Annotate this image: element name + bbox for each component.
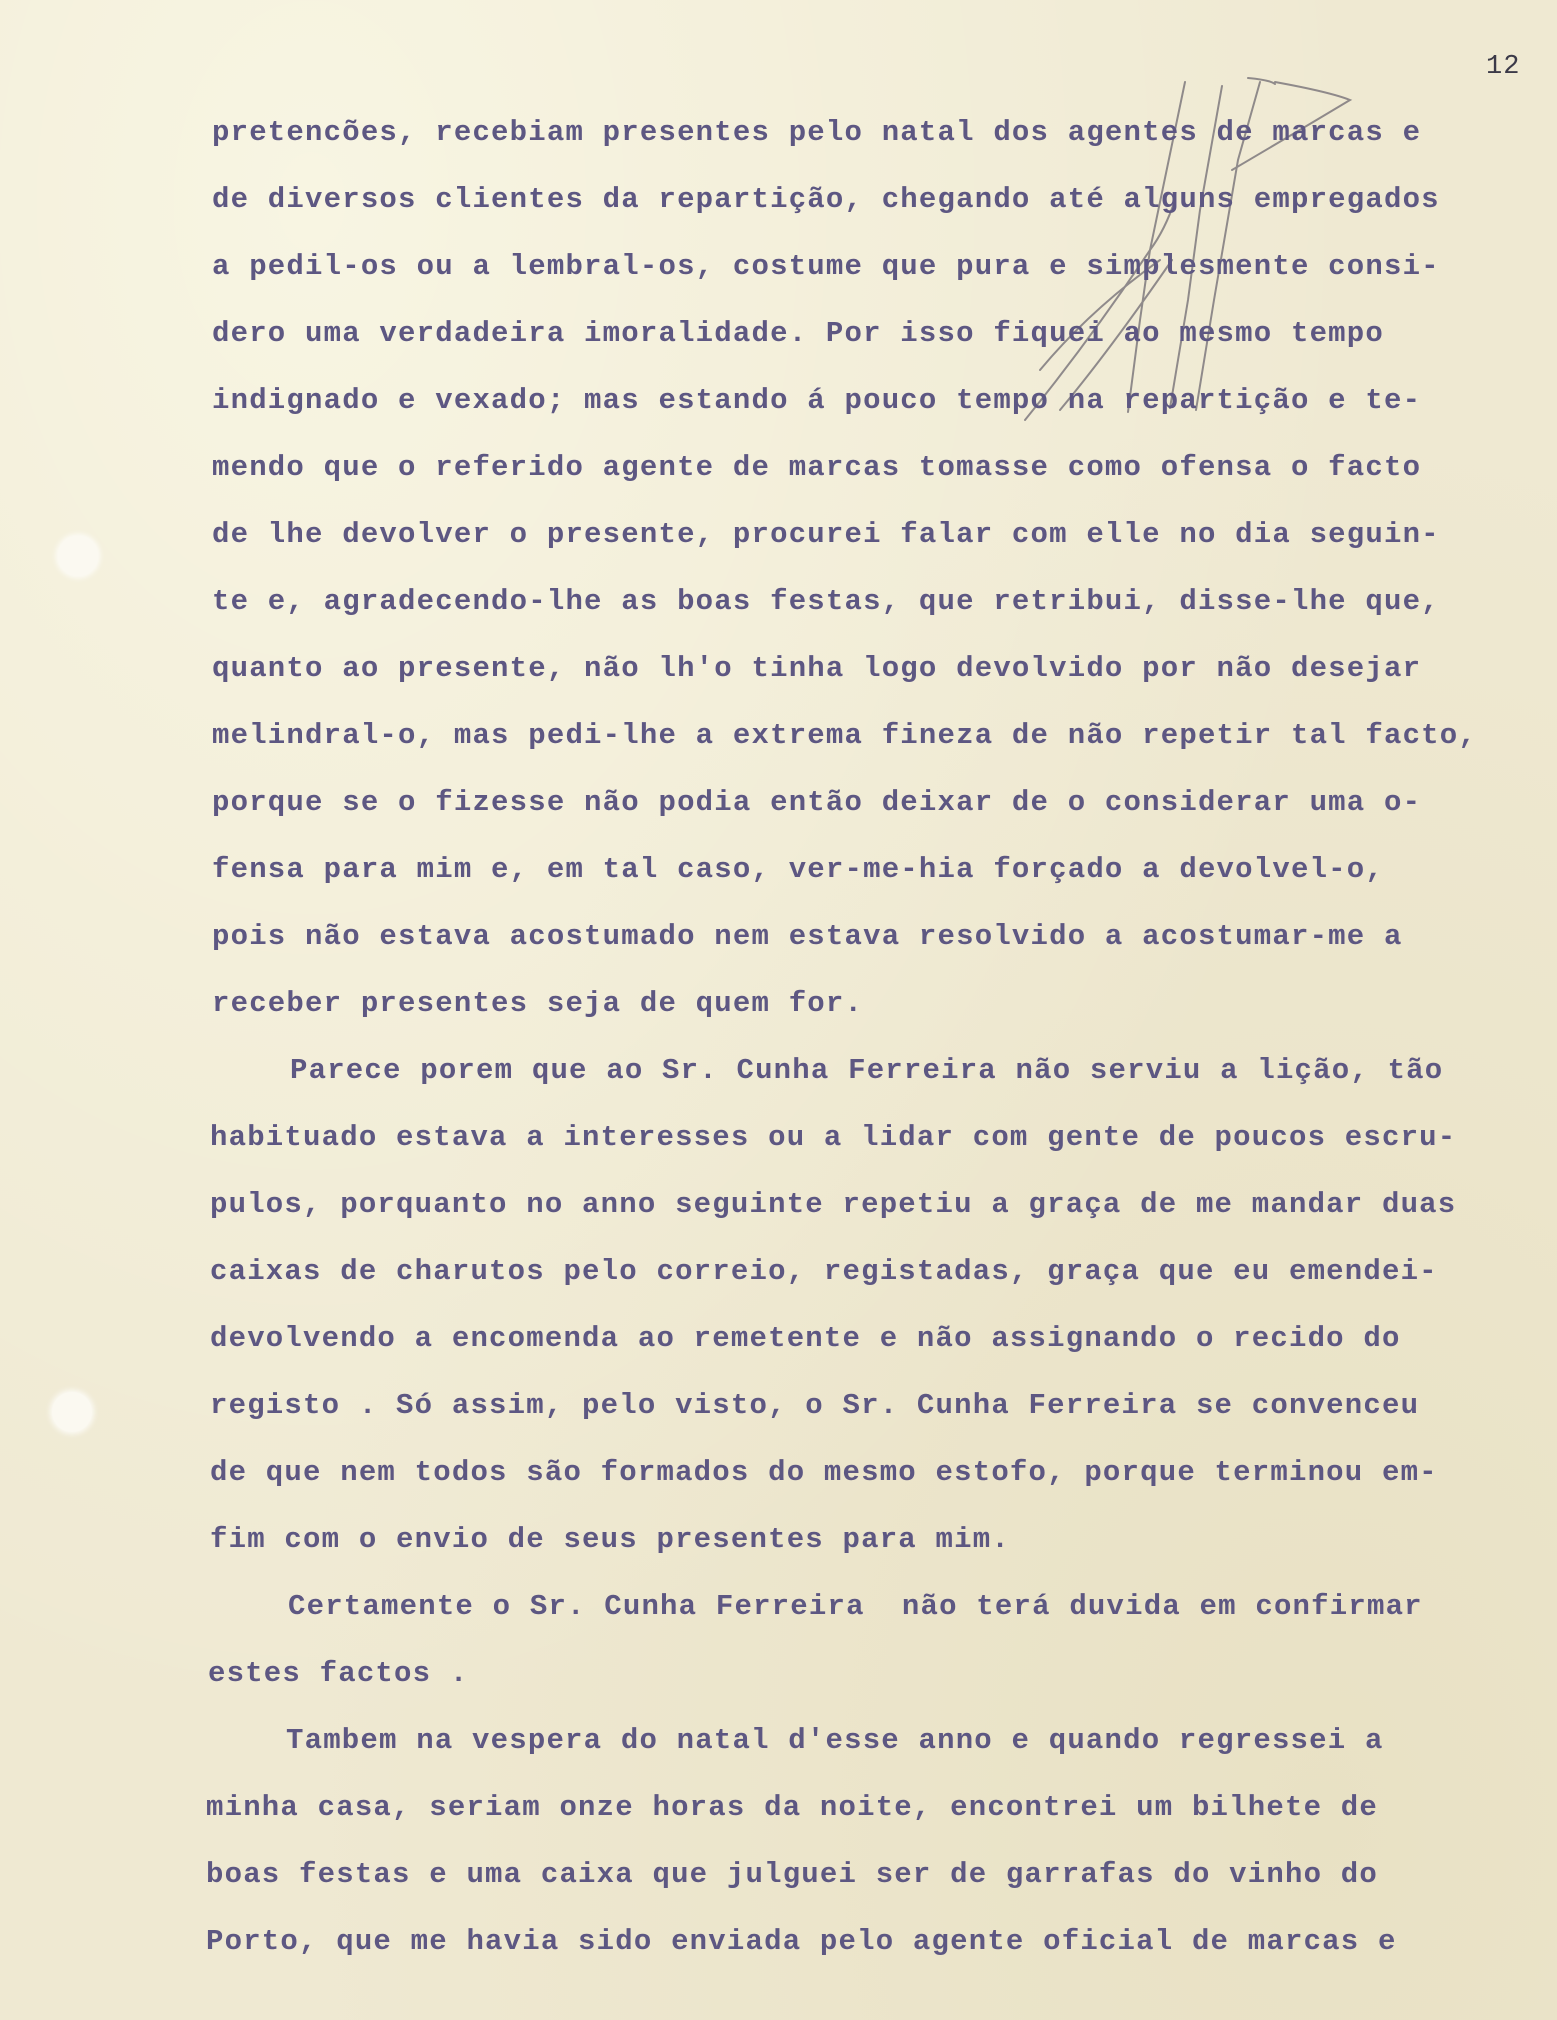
text-line-18: caixas de charutos pelo correio, registadas, graça que eu emendei- — [210, 1255, 1438, 1288]
text-line-20: registo . Só assim, pelo visto, o Sr. Cunha Ferreira se convenceu — [210, 1389, 1420, 1422]
text-line-21: de que nem todos são formados do mesmo estofo, porque terminou em- — [210, 1456, 1438, 1489]
text-line-26: minha casa, seriam onze horas da noite, encontrei um bilhete de — [206, 1791, 1378, 1824]
text-line-1: pretencões, recebiam presentes pelo natal dos agentes de marcas e — [212, 116, 1422, 149]
text-line-15: Parece porem que ao Sr. Cunha Ferreira não serviu a lição, tão — [290, 1054, 1444, 1087]
text-line-10: melindral-o, mas pedi-lhe a extrema fineza de não repetir tal facto, — [212, 719, 1477, 752]
text-line-28: Porto, que me havia sido enviada pelo agente oficial de marcas e — [206, 1925, 1397, 1958]
text-line-25: Tambem na vespera do natal d'esse anno e quando regressei a — [286, 1724, 1384, 1757]
text-line-5: indignado e vexado; mas estando á pouco tempo na repartição e te- — [212, 384, 1422, 417]
text-line-6: mendo que o referido agente de marcas tomasse como ofensa o facto — [212, 451, 1422, 484]
text-line-2: de diversos clientes da repartição, chegando até alguns empregados — [212, 183, 1440, 216]
text-line-4: dero uma verdadeira imoralidade. Por isso fiquei ao mesmo tempo — [212, 317, 1384, 350]
text-line-14: receber presentes seja de quem for. — [212, 987, 864, 1020]
text-line-7: de lhe devolver o presente, procurei falar com elle no dia seguin- — [212, 518, 1440, 551]
text-line-11: porque se o fizesse não podia então deixar de o considerar uma o- — [212, 786, 1422, 819]
text-line-8: te e, agradecendo-lhe as boas festas, que retribui, disse-lhe que, — [212, 585, 1440, 618]
text-line-16: habituado estava a interesses ou a lidar com gente de poucos escru- — [210, 1121, 1457, 1154]
text-line-3: a pedil-os ou a lembral-os, costume que pura e simplesmente consi- — [212, 250, 1440, 283]
text-line-19: devolvendo a encomenda ao remetente e não assignando o recido do — [210, 1322, 1401, 1355]
text-line-9: quanto ao presente, não lh'o tinha logo devolvido por não desejar — [212, 652, 1422, 685]
text-line-12: fensa para mim e, em tal caso, ver-me-hia forçado a devolvel-o, — [212, 853, 1384, 886]
text-line-13: pois não estava acostumado nem estava resolvido a acostumar-me a — [212, 920, 1403, 953]
text-line-23: Certamente o Sr. Cunha Ferreira não terá duvida em confirmar — [288, 1590, 1423, 1623]
page-number: 12 — [1486, 52, 1521, 82]
text-line-17: pulos, porquanto no anno seguinte repetiu a graça de me mandar duas — [210, 1188, 1457, 1221]
text-line-24: estes factos . — [208, 1657, 469, 1690]
text-line-27: boas festas e uma caixa que julguei ser de garrafas do vinho do — [206, 1858, 1378, 1891]
text-line-22: fim com o envio de seus presentes para mim. — [210, 1523, 1010, 1556]
